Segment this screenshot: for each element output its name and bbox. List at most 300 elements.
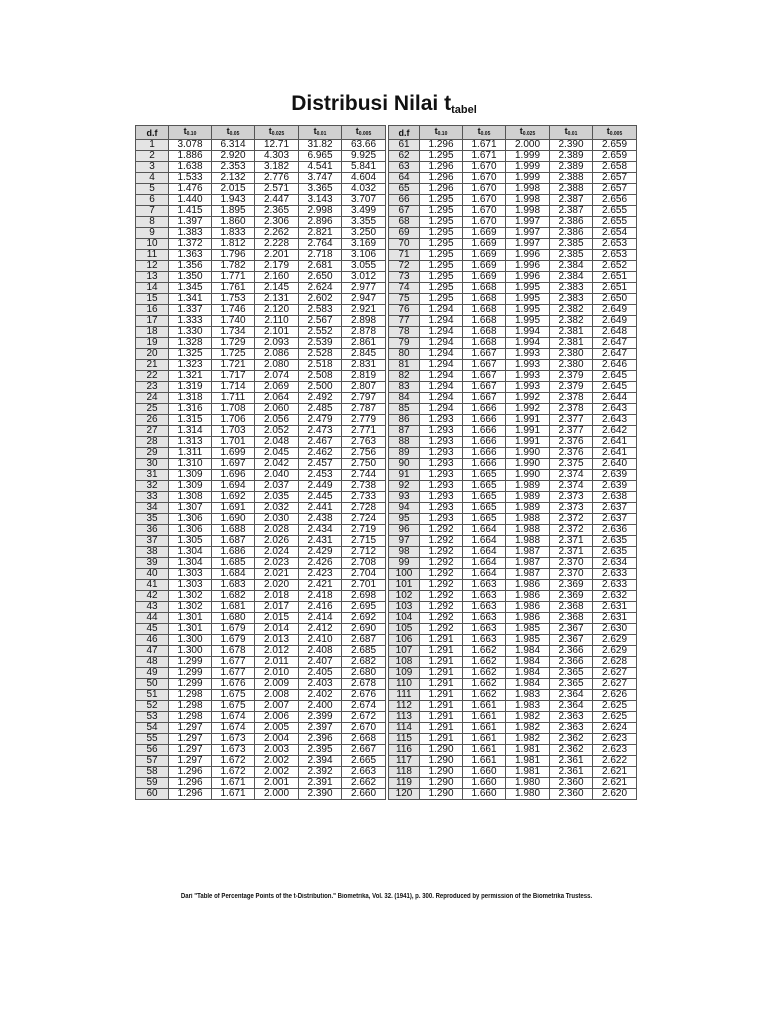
value-cell: 2.395 xyxy=(299,745,342,756)
value-cell: 2.389 xyxy=(550,162,593,173)
table-row xyxy=(136,415,386,426)
value-cell: 1.668 xyxy=(463,305,506,316)
value-cell: 1.995 xyxy=(506,316,550,327)
value-cell: 1.669 xyxy=(463,239,506,250)
value-cell: 1.668 xyxy=(463,338,506,349)
value-cell: 1.999 xyxy=(506,162,550,173)
value-cell: 2.360 xyxy=(550,778,593,789)
df-cell: 44 xyxy=(136,613,169,624)
table-row xyxy=(389,140,637,151)
value-cell: 2.657 xyxy=(593,184,637,195)
value-cell: 1.296 xyxy=(169,789,212,800)
value-cell: 1.291 xyxy=(420,734,463,745)
df-cell: 51 xyxy=(136,690,169,701)
value-cell: 2.434 xyxy=(299,525,342,536)
value-cell: 2.387 xyxy=(550,195,593,206)
value-cell: 1.681 xyxy=(212,602,255,613)
table-row xyxy=(136,492,386,503)
value-cell: 1.668 xyxy=(463,327,506,338)
value-cell: 1.292 xyxy=(420,536,463,547)
value-cell: 1.323 xyxy=(169,360,212,371)
df-cell: 120 xyxy=(389,789,420,800)
value-cell: 1.708 xyxy=(212,404,255,415)
value-cell: 1.701 xyxy=(212,437,255,448)
value-cell: 1.296 xyxy=(420,162,463,173)
value-cell: 1.997 xyxy=(506,239,550,250)
value-cell: 2.371 xyxy=(550,547,593,558)
value-cell: 2.373 xyxy=(550,503,593,514)
column-header-label: t xyxy=(313,126,317,136)
value-cell: 1.295 xyxy=(420,272,463,283)
value-cell: 2.020 xyxy=(255,580,299,591)
table-row xyxy=(136,360,386,371)
table-row xyxy=(389,525,637,536)
value-cell: 2.093 xyxy=(255,338,299,349)
df-cell: 18 xyxy=(136,327,169,338)
value-cell: 1.666 xyxy=(463,426,506,437)
value-cell: 1.991 xyxy=(506,437,550,448)
value-cell: 2.023 xyxy=(255,558,299,569)
value-cell: 2.445 xyxy=(299,492,342,503)
df-cell: 58 xyxy=(136,767,169,778)
value-cell: 1.294 xyxy=(420,338,463,349)
value-cell: 2.390 xyxy=(299,789,342,800)
value-cell: 1.293 xyxy=(420,481,463,492)
value-cell: 1.670 xyxy=(463,162,506,173)
table-row xyxy=(389,184,637,195)
value-cell: 2.623 xyxy=(593,745,637,756)
value-cell: 2.776 xyxy=(255,173,299,184)
value-cell: 2.771 xyxy=(342,426,386,437)
table-row xyxy=(389,360,637,371)
value-cell: 2.074 xyxy=(255,371,299,382)
value-cell: 2.921 xyxy=(342,305,386,316)
df-cell: 3 xyxy=(136,162,169,173)
value-cell: 2.682 xyxy=(342,657,386,668)
value-cell: 2.015 xyxy=(212,184,255,195)
value-cell: 1.668 xyxy=(463,283,506,294)
value-cell: 2.632 xyxy=(593,591,637,602)
value-cell: 1.999 xyxy=(506,173,550,184)
value-cell: 1.990 xyxy=(506,470,550,481)
value-cell: 1.673 xyxy=(212,734,255,745)
value-cell: 1.691 xyxy=(212,503,255,514)
value-cell: 2.026 xyxy=(255,536,299,547)
df-cell: 109 xyxy=(389,668,420,679)
value-cell: 2.069 xyxy=(255,382,299,393)
table-row xyxy=(389,503,637,514)
value-cell: 2.365 xyxy=(550,679,593,690)
title-main: Distribusi Nilai t xyxy=(291,92,452,115)
value-cell: 2.528 xyxy=(299,349,342,360)
value-cell: 1.295 xyxy=(420,261,463,272)
value-cell: 2.388 xyxy=(550,173,593,184)
value-cell: 2.744 xyxy=(342,470,386,481)
value-cell: 2.663 xyxy=(342,767,386,778)
value-cell: 1.663 xyxy=(463,635,506,646)
value-cell: 1.667 xyxy=(463,393,506,404)
value-cell: 1.293 xyxy=(420,415,463,426)
df-cell: 8 xyxy=(136,217,169,228)
value-cell: 1.992 xyxy=(506,393,550,404)
value-cell: 1.294 xyxy=(420,371,463,382)
value-cell: 1.301 xyxy=(169,624,212,635)
value-cell: 1.294 xyxy=(420,305,463,316)
value-cell: 1.986 xyxy=(506,580,550,591)
value-cell: 2.001 xyxy=(255,778,299,789)
value-cell: 1.993 xyxy=(506,360,550,371)
value-cell: 1.860 xyxy=(212,217,255,228)
table-row xyxy=(136,459,386,470)
value-cell: 2.080 xyxy=(255,360,299,371)
value-cell: 1.294 xyxy=(420,360,463,371)
value-cell: 2.421 xyxy=(299,580,342,591)
table-row xyxy=(136,393,386,404)
value-cell: 2.492 xyxy=(299,393,342,404)
df-cell: 88 xyxy=(389,437,420,448)
table-row xyxy=(389,470,637,481)
table-row xyxy=(136,382,386,393)
df-cell: 36 xyxy=(136,525,169,536)
value-cell: 1.669 xyxy=(463,228,506,239)
df-cell: 40 xyxy=(136,569,169,580)
title-subscript: tabel xyxy=(451,104,477,116)
value-cell: 1.699 xyxy=(212,448,255,459)
value-cell: 2.508 xyxy=(299,371,342,382)
value-cell: 1.667 xyxy=(463,360,506,371)
df-cell: 79 xyxy=(389,338,420,349)
table-body xyxy=(136,140,386,800)
value-cell: 1.662 xyxy=(463,646,506,657)
value-cell: 1.675 xyxy=(212,701,255,712)
table-row xyxy=(136,261,386,272)
value-cell: 1.668 xyxy=(463,294,506,305)
value-cell: 2.728 xyxy=(342,503,386,514)
value-cell: 1.295 xyxy=(420,294,463,305)
value-cell: 1.995 xyxy=(506,294,550,305)
value-cell: 1.679 xyxy=(212,635,255,646)
table-row xyxy=(136,591,386,602)
page-title xyxy=(0,92,768,116)
value-cell: 1.984 xyxy=(506,679,550,690)
value-cell: 2.008 xyxy=(255,690,299,701)
df-cell: 5 xyxy=(136,184,169,195)
value-cell: 1.294 xyxy=(420,382,463,393)
value-cell: 2.662 xyxy=(342,778,386,789)
column-header-subscript: 0.025 xyxy=(271,131,285,137)
df-cell: 62 xyxy=(389,151,420,162)
table-row xyxy=(136,646,386,657)
value-cell: 1.986 xyxy=(506,591,550,602)
value-cell: 2.658 xyxy=(593,162,637,173)
df-cell: 42 xyxy=(136,591,169,602)
value-cell: 2.423 xyxy=(299,569,342,580)
value-cell: 1.771 xyxy=(212,272,255,283)
value-cell: 1.985 xyxy=(506,635,550,646)
value-cell: 2.376 xyxy=(550,437,593,448)
column-header-subscript: 0.01 xyxy=(567,131,578,137)
value-cell: 2.362 xyxy=(550,745,593,756)
value-cell: 1.295 xyxy=(420,250,463,261)
value-cell: 1.670 xyxy=(463,195,506,206)
value-cell: 1.981 xyxy=(506,756,550,767)
column-header-t xyxy=(550,126,593,140)
df-cell: 6 xyxy=(136,195,169,206)
value-cell: 1.984 xyxy=(506,668,550,679)
value-cell: 2.733 xyxy=(342,492,386,503)
value-cell: 1.721 xyxy=(212,360,255,371)
value-cell: 1.299 xyxy=(169,668,212,679)
value-cell: 1.299 xyxy=(169,657,212,668)
table-row xyxy=(389,602,637,613)
df-cell: 1 xyxy=(136,140,169,151)
value-cell: 1.292 xyxy=(420,580,463,591)
df-cell: 103 xyxy=(389,602,420,613)
value-cell: 2.473 xyxy=(299,426,342,437)
value-cell: 1.677 xyxy=(212,657,255,668)
value-cell: 2.712 xyxy=(342,547,386,558)
value-cell: 1.290 xyxy=(420,745,463,756)
value-cell: 1.321 xyxy=(169,371,212,382)
table-row xyxy=(389,514,637,525)
table-row xyxy=(136,316,386,327)
value-cell: 2.006 xyxy=(255,712,299,723)
value-cell: 2.649 xyxy=(593,305,637,316)
table-row xyxy=(389,426,637,437)
table-row xyxy=(389,228,637,239)
df-cell: 94 xyxy=(389,503,420,514)
value-cell: 2.651 xyxy=(593,283,637,294)
value-cell: 2.672 xyxy=(342,712,386,723)
value-cell: 1.330 xyxy=(169,327,212,338)
value-cell: 1.995 xyxy=(506,283,550,294)
value-cell: 1.696 xyxy=(212,470,255,481)
value-cell: 2.004 xyxy=(255,734,299,745)
value-cell: 1.678 xyxy=(212,646,255,657)
value-cell: 3.355 xyxy=(342,217,386,228)
value-cell: 2.620 xyxy=(593,789,637,800)
value-cell: 2.396 xyxy=(299,734,342,745)
value-cell: 2.361 xyxy=(550,767,593,778)
table-row xyxy=(136,437,386,448)
table-row xyxy=(389,338,637,349)
value-cell: 1.301 xyxy=(169,613,212,624)
value-cell: 2.643 xyxy=(593,415,637,426)
table-row xyxy=(389,272,637,283)
value-cell: 2.845 xyxy=(342,349,386,360)
value-cell: 2.005 xyxy=(255,723,299,734)
column-header-t xyxy=(342,126,386,140)
value-cell: 2.378 xyxy=(550,393,593,404)
table-row xyxy=(136,536,386,547)
value-cell: 1.363 xyxy=(169,250,212,261)
df-cell: 37 xyxy=(136,536,169,547)
value-cell: 2.380 xyxy=(550,360,593,371)
column-header-t xyxy=(593,126,637,140)
value-cell: 1.662 xyxy=(463,657,506,668)
value-cell: 1.661 xyxy=(463,734,506,745)
value-cell: 2.372 xyxy=(550,514,593,525)
value-cell: 1.993 xyxy=(506,349,550,360)
value-cell: 2.426 xyxy=(299,558,342,569)
table-row xyxy=(136,426,386,437)
df-cell: 48 xyxy=(136,657,169,668)
table-row xyxy=(136,547,386,558)
table-row xyxy=(389,668,637,679)
value-cell: 1.986 xyxy=(506,613,550,624)
value-cell: 2.370 xyxy=(550,569,593,580)
value-cell: 2.665 xyxy=(342,756,386,767)
value-cell: 2.388 xyxy=(550,184,593,195)
value-cell: 2.384 xyxy=(550,272,593,283)
df-cell: 32 xyxy=(136,481,169,492)
value-cell: 3.499 xyxy=(342,206,386,217)
table-row xyxy=(136,558,386,569)
value-cell: 2.641 xyxy=(593,437,637,448)
t-table-right xyxy=(388,125,637,800)
value-cell: 1.986 xyxy=(506,602,550,613)
value-cell: 2.633 xyxy=(593,580,637,591)
value-cell: 1.333 xyxy=(169,316,212,327)
table-row xyxy=(136,657,386,668)
df-cell: 117 xyxy=(389,756,420,767)
table-row xyxy=(389,536,637,547)
value-cell: 2.021 xyxy=(255,569,299,580)
table-row xyxy=(389,712,637,723)
column-header-t xyxy=(506,126,550,140)
value-cell: 1.796 xyxy=(212,250,255,261)
value-cell: 2.462 xyxy=(299,448,342,459)
table-row xyxy=(389,393,637,404)
source-footnote: Dari "Table of Percentage Points of the t-Distribution." Biometrika, Vol. 32. (1941), p. 300. Reproduced by permission of the Biometrika Trustess. xyxy=(180,893,593,900)
value-cell: 2.698 xyxy=(342,591,386,602)
value-cell: 1.306 xyxy=(169,525,212,536)
table-row xyxy=(389,547,637,558)
value-cell: 2.667 xyxy=(342,745,386,756)
table-row xyxy=(136,228,386,239)
value-cell: 1.996 xyxy=(506,261,550,272)
value-cell: 1.295 xyxy=(420,195,463,206)
value-cell: 1.372 xyxy=(169,239,212,250)
value-cell: 1.291 xyxy=(420,701,463,712)
value-cell: 1.664 xyxy=(463,569,506,580)
table-row xyxy=(136,327,386,338)
value-cell: 1.662 xyxy=(463,668,506,679)
value-cell: 1.296 xyxy=(169,767,212,778)
table-row xyxy=(389,283,637,294)
value-cell: 2.635 xyxy=(593,536,637,547)
value-cell: 2.646 xyxy=(593,360,637,371)
value-cell: 2.656 xyxy=(593,195,637,206)
value-cell: 1.665 xyxy=(463,514,506,525)
value-cell: 2.037 xyxy=(255,481,299,492)
table-row xyxy=(136,690,386,701)
value-cell: 1.291 xyxy=(420,668,463,679)
value-cell: 1.665 xyxy=(463,481,506,492)
value-cell: 2.353 xyxy=(212,162,255,173)
table-row xyxy=(136,217,386,228)
value-cell: 1.660 xyxy=(463,789,506,800)
value-cell: 2.064 xyxy=(255,393,299,404)
value-cell: 2.110 xyxy=(255,316,299,327)
df-cell: 19 xyxy=(136,338,169,349)
value-cell: 2.645 xyxy=(593,371,637,382)
df-cell: 2 xyxy=(136,151,169,162)
value-cell: 2.715 xyxy=(342,536,386,547)
value-cell: 2.369 xyxy=(550,580,593,591)
df-cell: 73 xyxy=(389,272,420,283)
value-cell: 1.291 xyxy=(420,657,463,668)
value-cell: 1.666 xyxy=(463,404,506,415)
df-cell: 56 xyxy=(136,745,169,756)
value-cell: 2.306 xyxy=(255,217,299,228)
value-cell: 2.920 xyxy=(212,151,255,162)
value-cell: 2.701 xyxy=(342,580,386,591)
table-row xyxy=(136,349,386,360)
table-row xyxy=(389,415,637,426)
value-cell: 2.382 xyxy=(550,316,593,327)
df-cell: 27 xyxy=(136,426,169,437)
value-cell: 1.308 xyxy=(169,492,212,503)
value-cell: 1.990 xyxy=(506,459,550,470)
value-cell: 1.987 xyxy=(506,547,550,558)
df-cell: 111 xyxy=(389,690,420,701)
column-header-subscript: 0.025 xyxy=(522,131,536,137)
value-cell: 1.983 xyxy=(506,690,550,701)
value-cell: 2.797 xyxy=(342,393,386,404)
value-cell: 2.670 xyxy=(342,723,386,734)
df-cell: 61 xyxy=(389,140,420,151)
df-cell: 70 xyxy=(389,239,420,250)
df-cell: 104 xyxy=(389,613,420,624)
value-cell: 2.228 xyxy=(255,239,299,250)
value-cell: 1.345 xyxy=(169,283,212,294)
value-cell: 1.293 xyxy=(420,448,463,459)
value-cell: 2.431 xyxy=(299,536,342,547)
value-cell: 3.055 xyxy=(342,261,386,272)
value-cell: 1.982 xyxy=(506,734,550,745)
df-cell: 33 xyxy=(136,492,169,503)
value-cell: 1.290 xyxy=(420,789,463,800)
value-cell: 1.998 xyxy=(506,184,550,195)
value-cell: 2.363 xyxy=(550,712,593,723)
value-cell: 2.145 xyxy=(255,283,299,294)
value-cell: 2.380 xyxy=(550,349,593,360)
df-cell: 53 xyxy=(136,712,169,723)
value-cell: 1.292 xyxy=(420,624,463,635)
table-row xyxy=(136,140,386,151)
table-row xyxy=(136,173,386,184)
value-cell: 1.295 xyxy=(420,151,463,162)
table-row xyxy=(389,437,637,448)
df-cell: 106 xyxy=(389,635,420,646)
df-cell: 93 xyxy=(389,492,420,503)
table-row xyxy=(136,514,386,525)
value-cell: 1.833 xyxy=(212,228,255,239)
df-cell: 64 xyxy=(389,173,420,184)
value-cell: 1.315 xyxy=(169,415,212,426)
value-cell: 1.683 xyxy=(212,580,255,591)
value-cell: 1.671 xyxy=(212,789,255,800)
table-body xyxy=(389,140,637,800)
value-cell: 9.925 xyxy=(342,151,386,162)
value-cell: 2.363 xyxy=(550,723,593,734)
table-row xyxy=(136,734,386,745)
value-cell: 2.704 xyxy=(342,569,386,580)
value-cell: 1.415 xyxy=(169,206,212,217)
column-header-label: t xyxy=(355,126,359,136)
column-header-subscript: 0.005 xyxy=(358,131,372,137)
